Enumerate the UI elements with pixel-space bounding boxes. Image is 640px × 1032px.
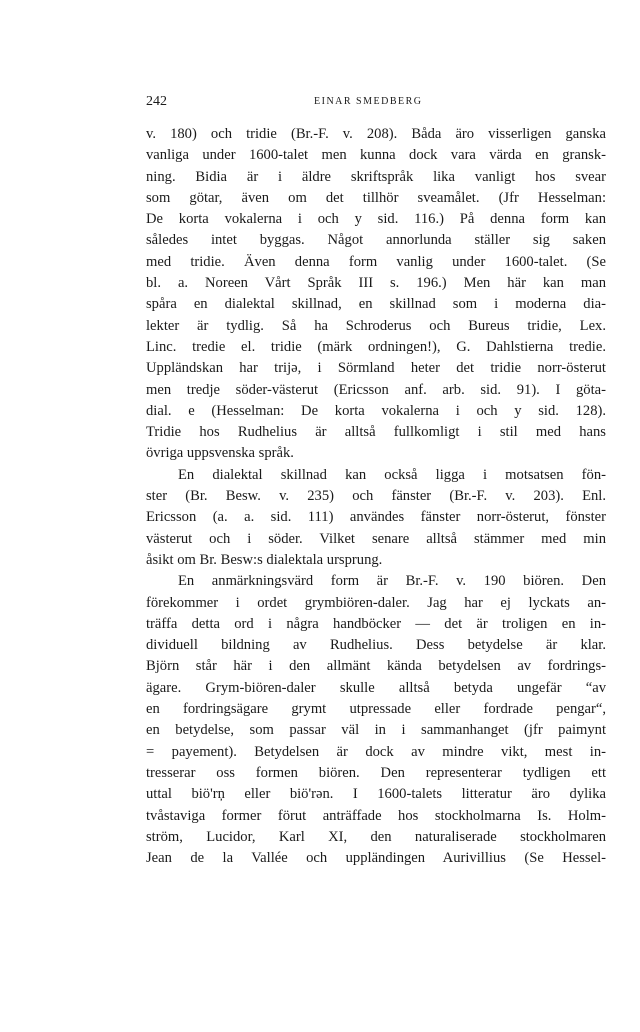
text-line: en fordringsägare grymt utpressade eller fordrade pengar“, [146,701,606,718]
text-line: Tridie hos Rudhelius är alltså fullkomligt i stil med hans [146,424,606,441]
text-line: Ericsson (a. a. sid. 111) användes fänster norr-österut, fönster [146,509,606,526]
text-line: tresserar oss formen biören. Den representerar tydligen ett [146,764,606,781]
text-line: förekommer i ordet grymbiören-daler. Jag har ej lyckats an- [146,594,606,611]
text-line: = payement). Betydelsen är dock av mindre vikt, mest in- [146,743,606,760]
text-line: Uppländskan har trijə, i Sörmland heter det tridie norr-österut [146,360,606,377]
text-line: som götar, även om det tillhör sveamålet. (Jfr Hesselman: [146,189,606,206]
text-line: spåra en dialektal skillnad, en skillnad som i moderna dia- [146,296,606,313]
text-line: De korta vokalerna i och y sid. 116.) På denna form kan [146,211,606,228]
text-line: ström, Lucidor, Karl XI, den naturaliserade stockholmaren [146,828,606,845]
text-line: ning. Bidia är i äldre skriftspråk lika vanligt hos svear [146,168,606,185]
text-line: träffa detta ord i några handböcker — det är troligen en in- [146,615,606,632]
text-line: En dialektal skillnad kan också ligga i motsatsen fön- [178,466,606,483]
text-line: med tridie. Även denna form vanlig under 1600-talet. (Se [146,253,606,270]
text-line: vanliga under 1600-talet men kunna dock vara värda en gransk- [146,147,606,164]
text-line: västerut och i söder. Vilket senare alltså stämmer med min [146,530,606,547]
text-line: men tredje söder-västerut (Ericsson anf. arb. sid. 91). I göta- [146,381,606,398]
text-line: lekter är tydlig. Så ha Schroderus och Bureus tridie, Lex. [146,317,606,334]
text-line: tvåstaviga former förut anträffade hos stockholmarna Is. Holm- [146,807,606,824]
text-line: dividuell bildning av Rudhelius. Dess betydelse är klar. [146,637,606,654]
body-text [146,124,606,869]
text-line: en betydelse, som passar väl in i sammanhanget (jfr paimynt [146,722,606,739]
text-line: Jean de la Vallée och uppländingen Aurivillius (Se Hessel- [146,850,606,867]
page-number: 242 [146,94,167,109]
text-line: ägare. Grym-biören-daler skulle alltså betyda ungefär “av [146,679,606,696]
text-line: således intet byggas. Något annorlunda ställer sig saken [146,232,606,249]
text-line: dial. e (Hesselman: De korta vokalerna i och y sid. 128). [146,402,606,419]
text-line: En anmärkningsvärd form är Br.-F. v. 190 biören. Den [178,573,606,590]
text-line: uttal biö'rņ eller biö'rən. I 1600-talets litteratur äro dylika [146,786,606,803]
running-head: EINAR SMEDBERG [314,96,423,107]
text-line: bl. a. Noreen Vårt Språk III s. 196.) Men här kan man [146,275,606,292]
text-line: ster (Br. Besw. v. 235) och fänster (Br.-F. v. 203). Enl. [146,488,606,505]
page-header [146,94,606,114]
text-line: övriga uppsvenska språk. [146,445,294,462]
text-line: Linc. tredie el. tridie (märk ordningen!), G. Dahlstierna tredie. [146,338,606,355]
text-line: v. 180) och tridie (Br.-F. v. 208). Båda äro visserligen ganska [146,126,606,142]
text-line: åsikt om Br. Besw:s dialektala ursprung. [146,551,383,568]
text-line: Björn står här i den allmänt kända betydelsen av fordrings- [146,658,606,675]
